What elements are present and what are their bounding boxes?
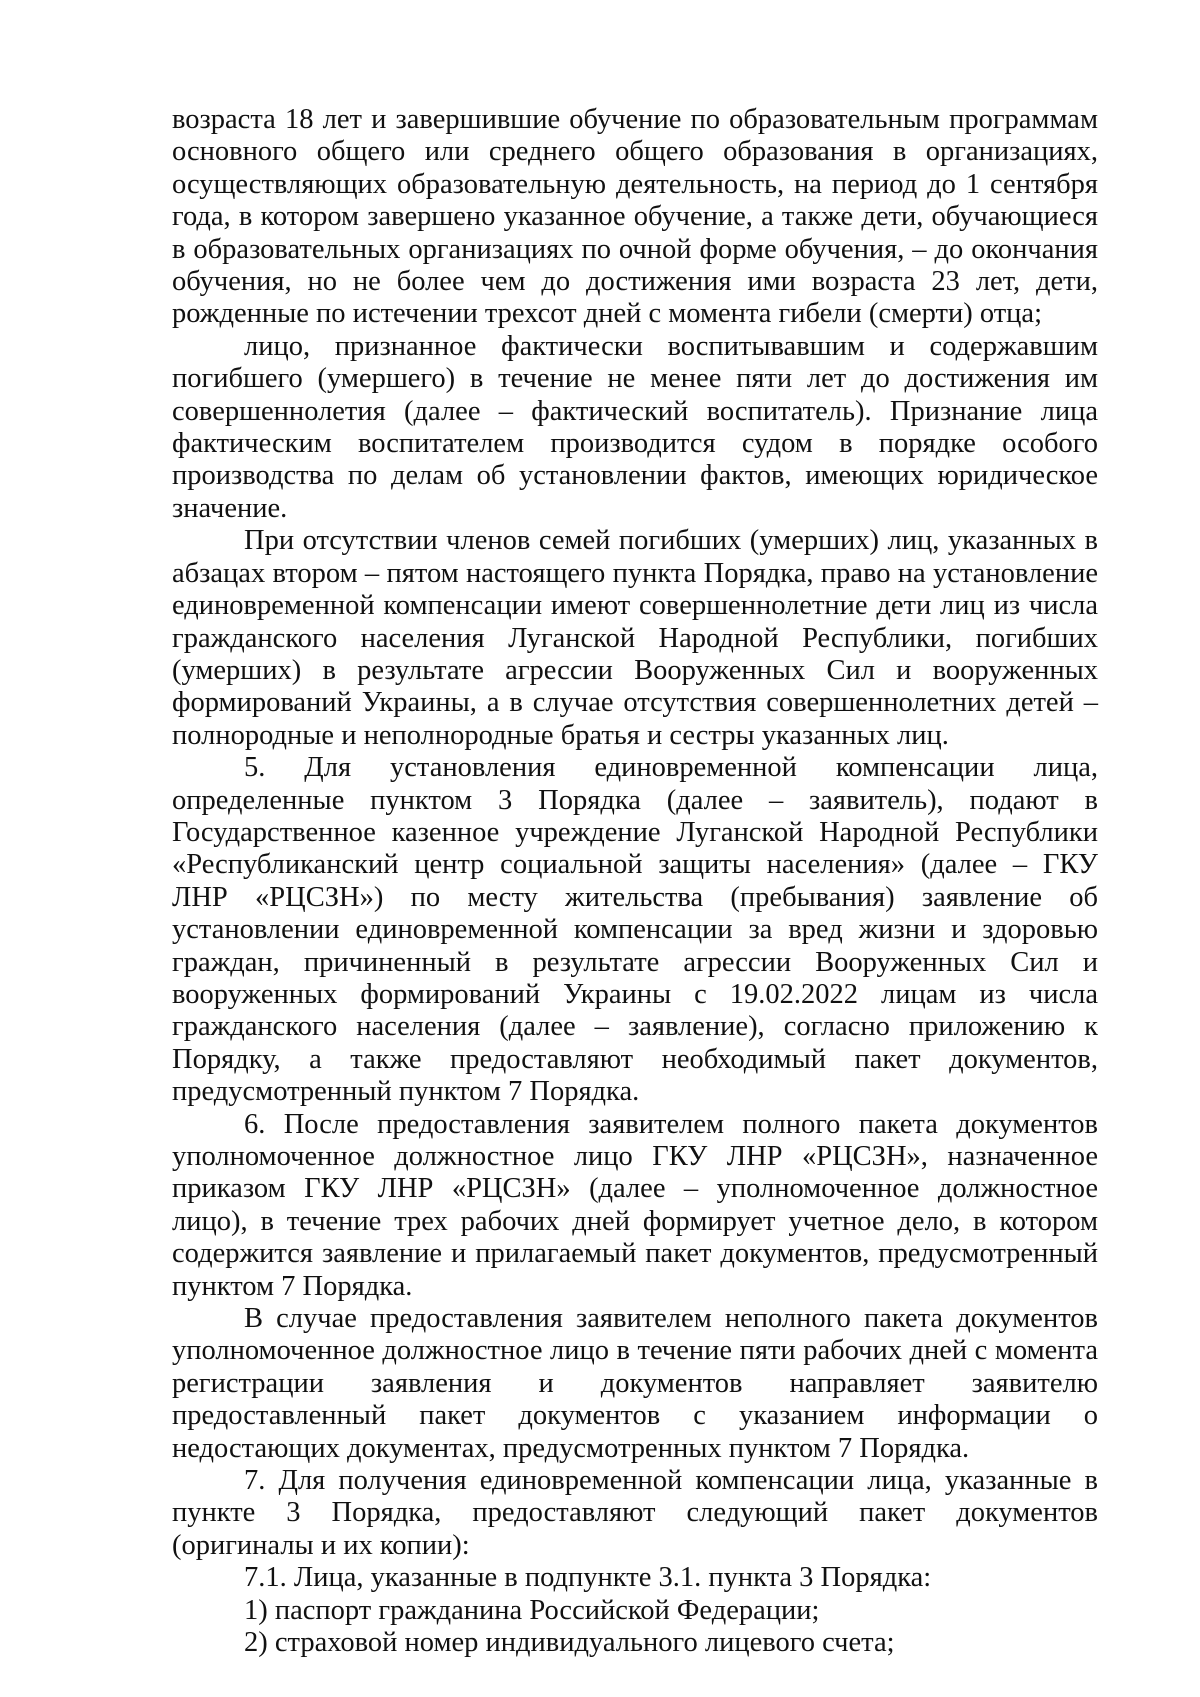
paragraph-actual-guardian: лицо, признанное фактически воспитывавшим и содержавшим погибшего (умершего) в течение не менее пяти лет до достижения им совершеннолетия (далее – фактический воспитатель). Признание лица фактическим воспитателем производится судом в порядке особого производства по делам об установлении фактов, имеющих юридическое значение. — [172, 330, 1098, 524]
paragraph-incomplete-package: В случае предоставления заявителем неполного пакета документов уполномоченное должностное лицо в течение пяти рабочих дней с момента регистрации заявления и документов направляет заявителю предоставленный пакет документов с указанием информации о недостающих документах, предусмотренных пунктом 7 Порядка. — [172, 1303, 1098, 1464]
paragraph-item-6: 6. После предоставления заявителем полного пакета документов уполномоченное должностное лицо ГКУ ЛНР «РЦСЗН», назначенное приказом ГКУ ЛНР «РЦСЗН» (далее – уполномоченное должностное лицо), в течение трех рабочих дней формирует учетное дело, в котором содержится заявление и прилагаемый пакет документов, предусмотренный пунктом 7 Порядка. — [172, 1108, 1098, 1302]
paragraph-absence-of-family: При отсутствии членов семей погибших (умерших) лиц, указанных в абзацах втором – пятом настоящего пункта Порядка, право на установление единовременной компенсации имеют совершеннолетние дети лиц из числа гражданского населения Луганской Народной Республики, погибших (умерших) в результате агрессии Вооруженных Сил и вооруженных формирований Украины, а в случае отсутствия совершеннолетних детей – полнородные и неполнородные братья и сестры указанных лиц. — [172, 525, 1098, 751]
paragraph-item-7-1: 7.1. Лица, указанные в подпункте 3.1. пункта 3 Порядка: — [244, 1562, 932, 1594]
list-item-insurance-number: 2) страховой номер индивидуального лицевого счета; — [244, 1627, 895, 1659]
document-body — [172, 104, 1098, 1660]
paragraph-children-age: возраста 18 лет и завершившие обучение по образовательным программам основного общего или среднего общего образования в организациях, осуществляющих образовательную деятельность, на период до 1 сентября года, в котором завершено указанное обучение, а также дети, обучающиеся в образовательных организациях по очной форме обучения, – до окончания обучения, но не более чем до достижения ими возраста 23 лет, дети, рожденные по истечении трехсот дней с момента гибели (смерти) отца; — [172, 104, 1098, 330]
list-item-passport: 1) паспорт гражданина Российской Федерации; — [244, 1594, 820, 1626]
paragraph-item-5: 5. Для установления единовременной компенсации лица, определенные пунктом 3 Порядка (далее – заявитель), подают в Государственное казенное учреждение Луганской Народной Республики «Республиканский центр социальной защиты населения» (далее – ГКУ ЛНР «РЦСЗН») по месту жительства (пребывания) заявление об установлении единовременной компенсации за вред жизни и здоровью граждан, причиненный в результате агрессии Вооруженных Сил и вооруженных формирований Украины с 19.02.2022 лицам из числа гражданского населения (далее – заявление), согласно приложению к Порядку, а также предоставляют необходимый пакет документов, предусмотренный пунктом 7 Порядка. — [172, 752, 1098, 1108]
paragraph-item-7: 7. Для получения единовременной компенсации лица, указанные в пункте 3 Порядка, предоставляют следующий пакет документов (оригиналы и их копии): — [172, 1465, 1098, 1561]
